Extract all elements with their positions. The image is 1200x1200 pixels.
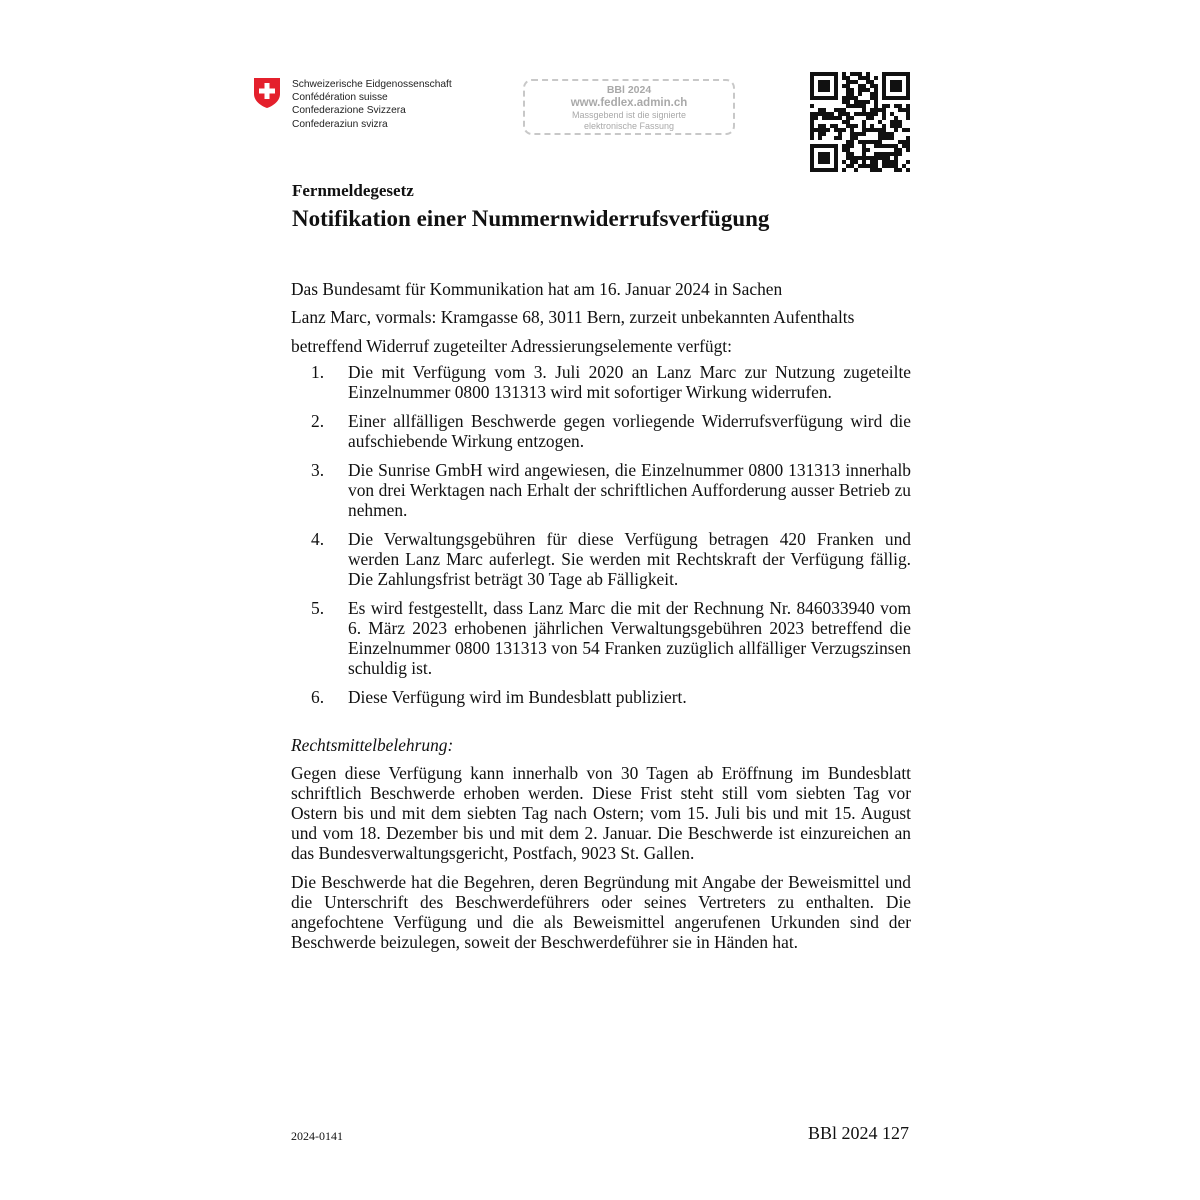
- list-item-number: 6.: [311, 687, 325, 707]
- list-item-text: Einer allfälligen Beschwerde gegen vorliegende Widerrufsverfügung wird die aufschiebende Wirkung entzogen.: [348, 411, 911, 451]
- stamp-line-3: Massgebend ist die signierte: [571, 110, 687, 120]
- decision-list: [291, 362, 911, 716]
- swiss-cross-shield-icon: [253, 77, 281, 109]
- stamp-line-4: elektronische Fassung: [583, 121, 675, 131]
- stamp-line-1: BBl 2024: [606, 84, 652, 96]
- list-item-number: 5.: [311, 598, 325, 618]
- confederation-names: [292, 78, 452, 131]
- intro-line-2: Lanz Marc, vormals: Kramgasse 68, 3011 Bern, zurzeit unbekannten Aufenthalts: [291, 307, 855, 327]
- list-item-text: Die mit Verfügung vom 3. Juli 2020 an Lanz Marc zur Nutzung zugeteilte Einzelnummer 0800 131313 wird mit sofortiger Wirkung widerrufen.: [348, 362, 911, 402]
- list-item: [291, 529, 911, 589]
- publication-stamp: [523, 79, 735, 135]
- list-item-number: 1.: [311, 362, 325, 382]
- list-item-number: 3.: [311, 460, 325, 480]
- list-item: [291, 460, 911, 520]
- confederation-line-it: Confederazione Svizzera: [292, 105, 406, 117]
- publication-reference: BBl 2024 127: [807, 1123, 909, 1143]
- stamp-line-2: www.fedlex.admin.ch: [570, 97, 688, 109]
- list-item: [291, 362, 911, 402]
- document-kicker: Fernmeldegesetz: [292, 181, 414, 200]
- remedy-paragraph-2: Die Beschwerde hat die Begehren, deren Begründung mit Angabe der Beweismittel und die Unterschrift des Beschwerdeführers oder seines Vertreters zu enthalten. Die angefochtene Verfügung und die als Beweismittel angerufenen Urkunden sind der Beschwerde beizulegen, soweit der Beschwerdeführer sie in Händen hat.: [291, 872, 911, 952]
- list-item: [291, 411, 911, 451]
- document-title: Notifikation einer Nummernwiderrufsverfügung: [292, 206, 770, 231]
- list-item-text: Die Verwaltungsgebühren für diese Verfügung betragen 420 Franken und werden Lanz Marc auferlegt. Sie werden mit Rechtskraft der Verfügung fällig. Die Zahlungsfrist beträgt 30 Tage ab Fälligkeit.: [348, 529, 911, 589]
- confederation-line-rm: Confederaziun svizra: [292, 118, 388, 130]
- list-item-text: Die Sunrise GmbH wird angewiesen, die Einzelnummer 0800 131313 innerhalb von drei Werktagen nach Erhalt der schriftlichen Aufforderung ausser Betrieb zu nehmen.: [348, 460, 911, 520]
- remedy-paragraph-1: Gegen diese Verfügung kann innerhalb von 30 Tagen ab Eröffnung im Bundesblatt schriftlich Beschwerde erhoben werden. Diese Frist steht still vom siebten Tag vor Ostern bis und mit dem siebten Tag nach Ostern; vom 15. Juli bis und mit 15. August und vom 18. Dezember bis und mit dem 2. Januar. Die Beschwerde ist einzureichen an das Bundesverwaltungsgericht, Postfach, 9023 St. Gallen.: [291, 763, 911, 863]
- intro-line-3: betreffend Widerruf zugeteilter Adressierungselemente verfügt:: [291, 336, 732, 356]
- document-number: 2024-0141: [291, 1129, 343, 1143]
- list-item-text: Es wird festgestellt, dass Lanz Marc die mit der Rechnung Nr. 846033940 vom 6. März 2023 erhobenen jährlichen Verwaltungsgebühren 2023 betreffend die Einzelnummer 0800 131313 von 54 Franken zuzüglich allfälliger Verzugszinsen schuldig ist.: [348, 598, 911, 678]
- remedy-heading: Rechtsmittelbelehrung:: [291, 735, 454, 755]
- list-item-number: 4.: [311, 529, 325, 549]
- list-item-number: 2.: [311, 411, 325, 431]
- list-item: [291, 687, 911, 707]
- list-item: [291, 598, 911, 678]
- qr-code-icon: [810, 72, 910, 172]
- intro-line-1: Das Bundesamt für Kommunikation hat am 16. Januar 2024 in Sachen: [291, 279, 783, 299]
- confederation-line-fr: Confédération suisse: [292, 92, 388, 104]
- confederation-line-de: Schweizerische Eidgenossenschaft: [292, 79, 452, 90]
- list-item-text: Diese Verfügung wird im Bundesblatt publiziert.: [348, 687, 687, 707]
